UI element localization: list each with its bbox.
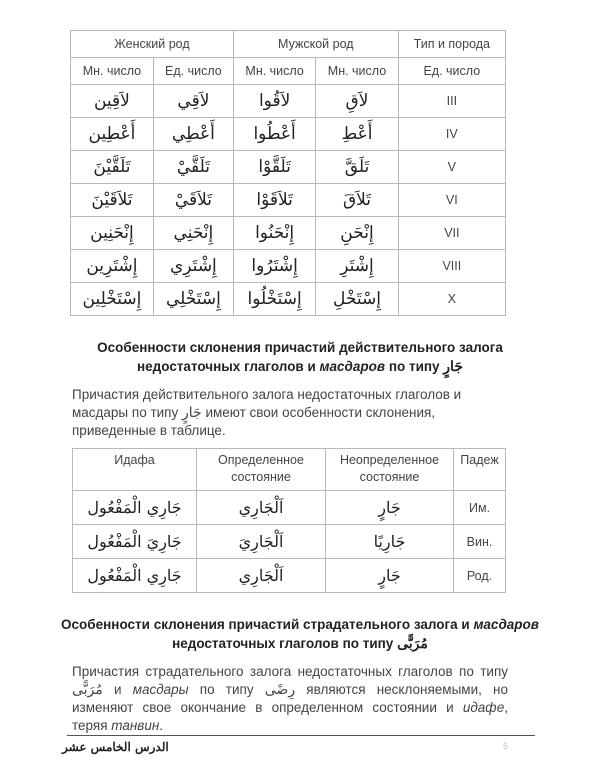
table-cell: لاَقِ <box>316 85 398 118</box>
text: недостаточных глаголов и <box>137 359 320 374</box>
text: имеют свои особенности склонения, приведенные в таблице. <box>72 405 436 438</box>
text: являются несклоняемыми, но изменяют свое окончание в определенном состоянии и <box>72 682 508 715</box>
section2-paragraph <box>72 386 508 440</box>
table-cell: أَعْطِ <box>316 118 398 151</box>
header-definite: Определенное состояние <box>197 449 326 491</box>
table-row <box>73 525 506 559</box>
table-cell: III <box>398 85 505 118</box>
table-cell: أَعْطُوا <box>233 118 315 151</box>
table-cell: VI <box>398 184 505 217</box>
table-cell: اَلْجَارِي <box>197 491 326 525</box>
table-cell: Вин. <box>454 525 506 559</box>
table-cell: إِنْحَنِين <box>71 217 154 250</box>
table-cell: إِنْحَنِي <box>153 217 233 250</box>
footer-lesson-title: الدرس الخامس عشر <box>62 740 169 754</box>
text: и <box>102 682 133 697</box>
table-header-row <box>73 449 506 491</box>
table-cell: تَلَقَّوْا <box>233 151 315 184</box>
header-case: Падеж <box>454 449 506 491</box>
table-cell: V <box>398 151 505 184</box>
table-cell: جَارٍ <box>326 559 454 593</box>
text: по типу <box>188 682 265 697</box>
table-cell: Им. <box>454 491 506 525</box>
conjugation-table <box>70 30 506 316</box>
table-cell: X <box>398 283 505 316</box>
table-cell: جَارِي الْمَفْعُول <box>73 491 197 525</box>
table-cell: لاَقِي <box>153 85 233 118</box>
table-cell: إِسْتَخْلِين <box>71 283 154 316</box>
header-feminine: Женский род <box>71 31 234 58</box>
italic-term: танвин <box>111 718 160 733</box>
text: Причастия страдательного залога недостаточных глаголов по типу <box>72 664 508 679</box>
declension-table <box>72 448 506 593</box>
table-row <box>73 559 506 593</box>
table-cell: تَلَقَّيْنَ <box>71 151 154 184</box>
table-cell: أَعْطِين <box>71 118 154 151</box>
table-row <box>71 184 506 217</box>
page-footer <box>62 735 535 768</box>
table-cell: اَلْجَارِي <box>197 559 326 593</box>
arabic-term: مُرَبًّى <box>72 682 103 698</box>
subheader-cell: Ед. число <box>398 58 505 85</box>
text: . <box>159 718 164 733</box>
table-row <box>71 151 506 184</box>
italic-term: масдаров <box>319 359 386 374</box>
subheader-cell: Ед. число <box>153 58 233 85</box>
subheader-cell: Мн. число <box>316 58 398 85</box>
table-cell: اَلْجَارِيَ <box>197 525 326 559</box>
title-line <box>60 615 540 634</box>
table-cell: IV <box>398 118 505 151</box>
table-cell: تَلاَقَوْا <box>233 184 315 217</box>
arabic-term: جَارٍ <box>443 359 463 375</box>
table-cell: إِسْتَخْلُوا <box>233 283 315 316</box>
table-row <box>73 491 506 525</box>
header-idafa: Идафа <box>73 449 197 491</box>
table-cell: جَارِي الْمَفْعُول <box>73 559 197 593</box>
table-cell: لاَقِين <box>71 85 154 118</box>
table-row <box>71 85 506 118</box>
table-cell: إِشْتَرُوا <box>233 250 315 283</box>
title-line <box>60 634 540 653</box>
table-cell: إِنْحَنُوا <box>233 217 315 250</box>
text: недостаточных глаголов по типу <box>172 636 398 651</box>
table-subheader-row <box>71 58 506 85</box>
table-cell: جَارٍ <box>326 491 454 525</box>
table-cell: VIII <box>398 250 505 283</box>
text: Особенности склонения причастий страдательного залога и <box>61 617 474 632</box>
subheader-cell: Мн. число <box>233 58 315 85</box>
header-masculine: Мужской род <box>233 31 398 58</box>
table-cell: تَلاَقَيْنَ <box>71 184 154 217</box>
title-line <box>60 357 540 376</box>
table-cell: جَارِيًا <box>326 525 454 559</box>
table-cell: تَلاَقَ <box>316 184 398 217</box>
arabic-term: مُرَبًّى <box>397 636 428 652</box>
text: , теряя <box>72 700 508 733</box>
table-cell: إِسْتَخْلِي <box>153 283 233 316</box>
italic-term: масдаров <box>473 617 539 632</box>
table-cell: إِشْتَرِي <box>153 250 233 283</box>
section3-title <box>60 615 540 653</box>
section2-title <box>60 338 540 376</box>
section3-paragraph <box>72 663 508 735</box>
italic-term: идафе <box>462 700 505 715</box>
table-cell: تَلَقَّ <box>316 151 398 184</box>
table-cell: تَلاَقَيْ <box>153 184 233 217</box>
table-cell: لاَقُوا <box>233 85 315 118</box>
subheader-cell: Мн. число <box>71 58 154 85</box>
table-cell: إِشْتَرِين <box>71 250 154 283</box>
table-header-row <box>71 31 506 58</box>
table-row <box>71 250 506 283</box>
arabic-term: جَارٍ <box>182 405 202 421</box>
italic-term: масдары <box>132 682 189 697</box>
table-cell: تَلَقَّيْ <box>153 151 233 184</box>
table-row <box>71 283 506 316</box>
table-cell: جَارِيَ الْمَفْعُول <box>73 525 197 559</box>
text: Причастия действительного залога недостаточных глаголов и масдары по типу <box>72 387 462 420</box>
table-cell: إِسْتَخْلِ <box>316 283 398 316</box>
table-cell: VII <box>398 217 505 250</box>
table-cell: أَعْطِي <box>153 118 233 151</box>
table-cell: إِشْتَرِ <box>316 250 398 283</box>
header-type: Тип и порода <box>398 31 505 58</box>
table-cell: Род. <box>454 559 506 593</box>
page-number: 5 <box>503 741 509 751</box>
table-cell: إِنْحَنِ <box>316 217 398 250</box>
title-line: Особенности склонения причастий действительного залога <box>97 340 503 355</box>
header-indefinite: Неопределенное состояние <box>326 449 454 491</box>
table-row <box>71 217 506 250</box>
text: по типу <box>385 359 444 374</box>
arabic-term: رِضًى <box>264 682 296 698</box>
table-row <box>71 118 506 151</box>
